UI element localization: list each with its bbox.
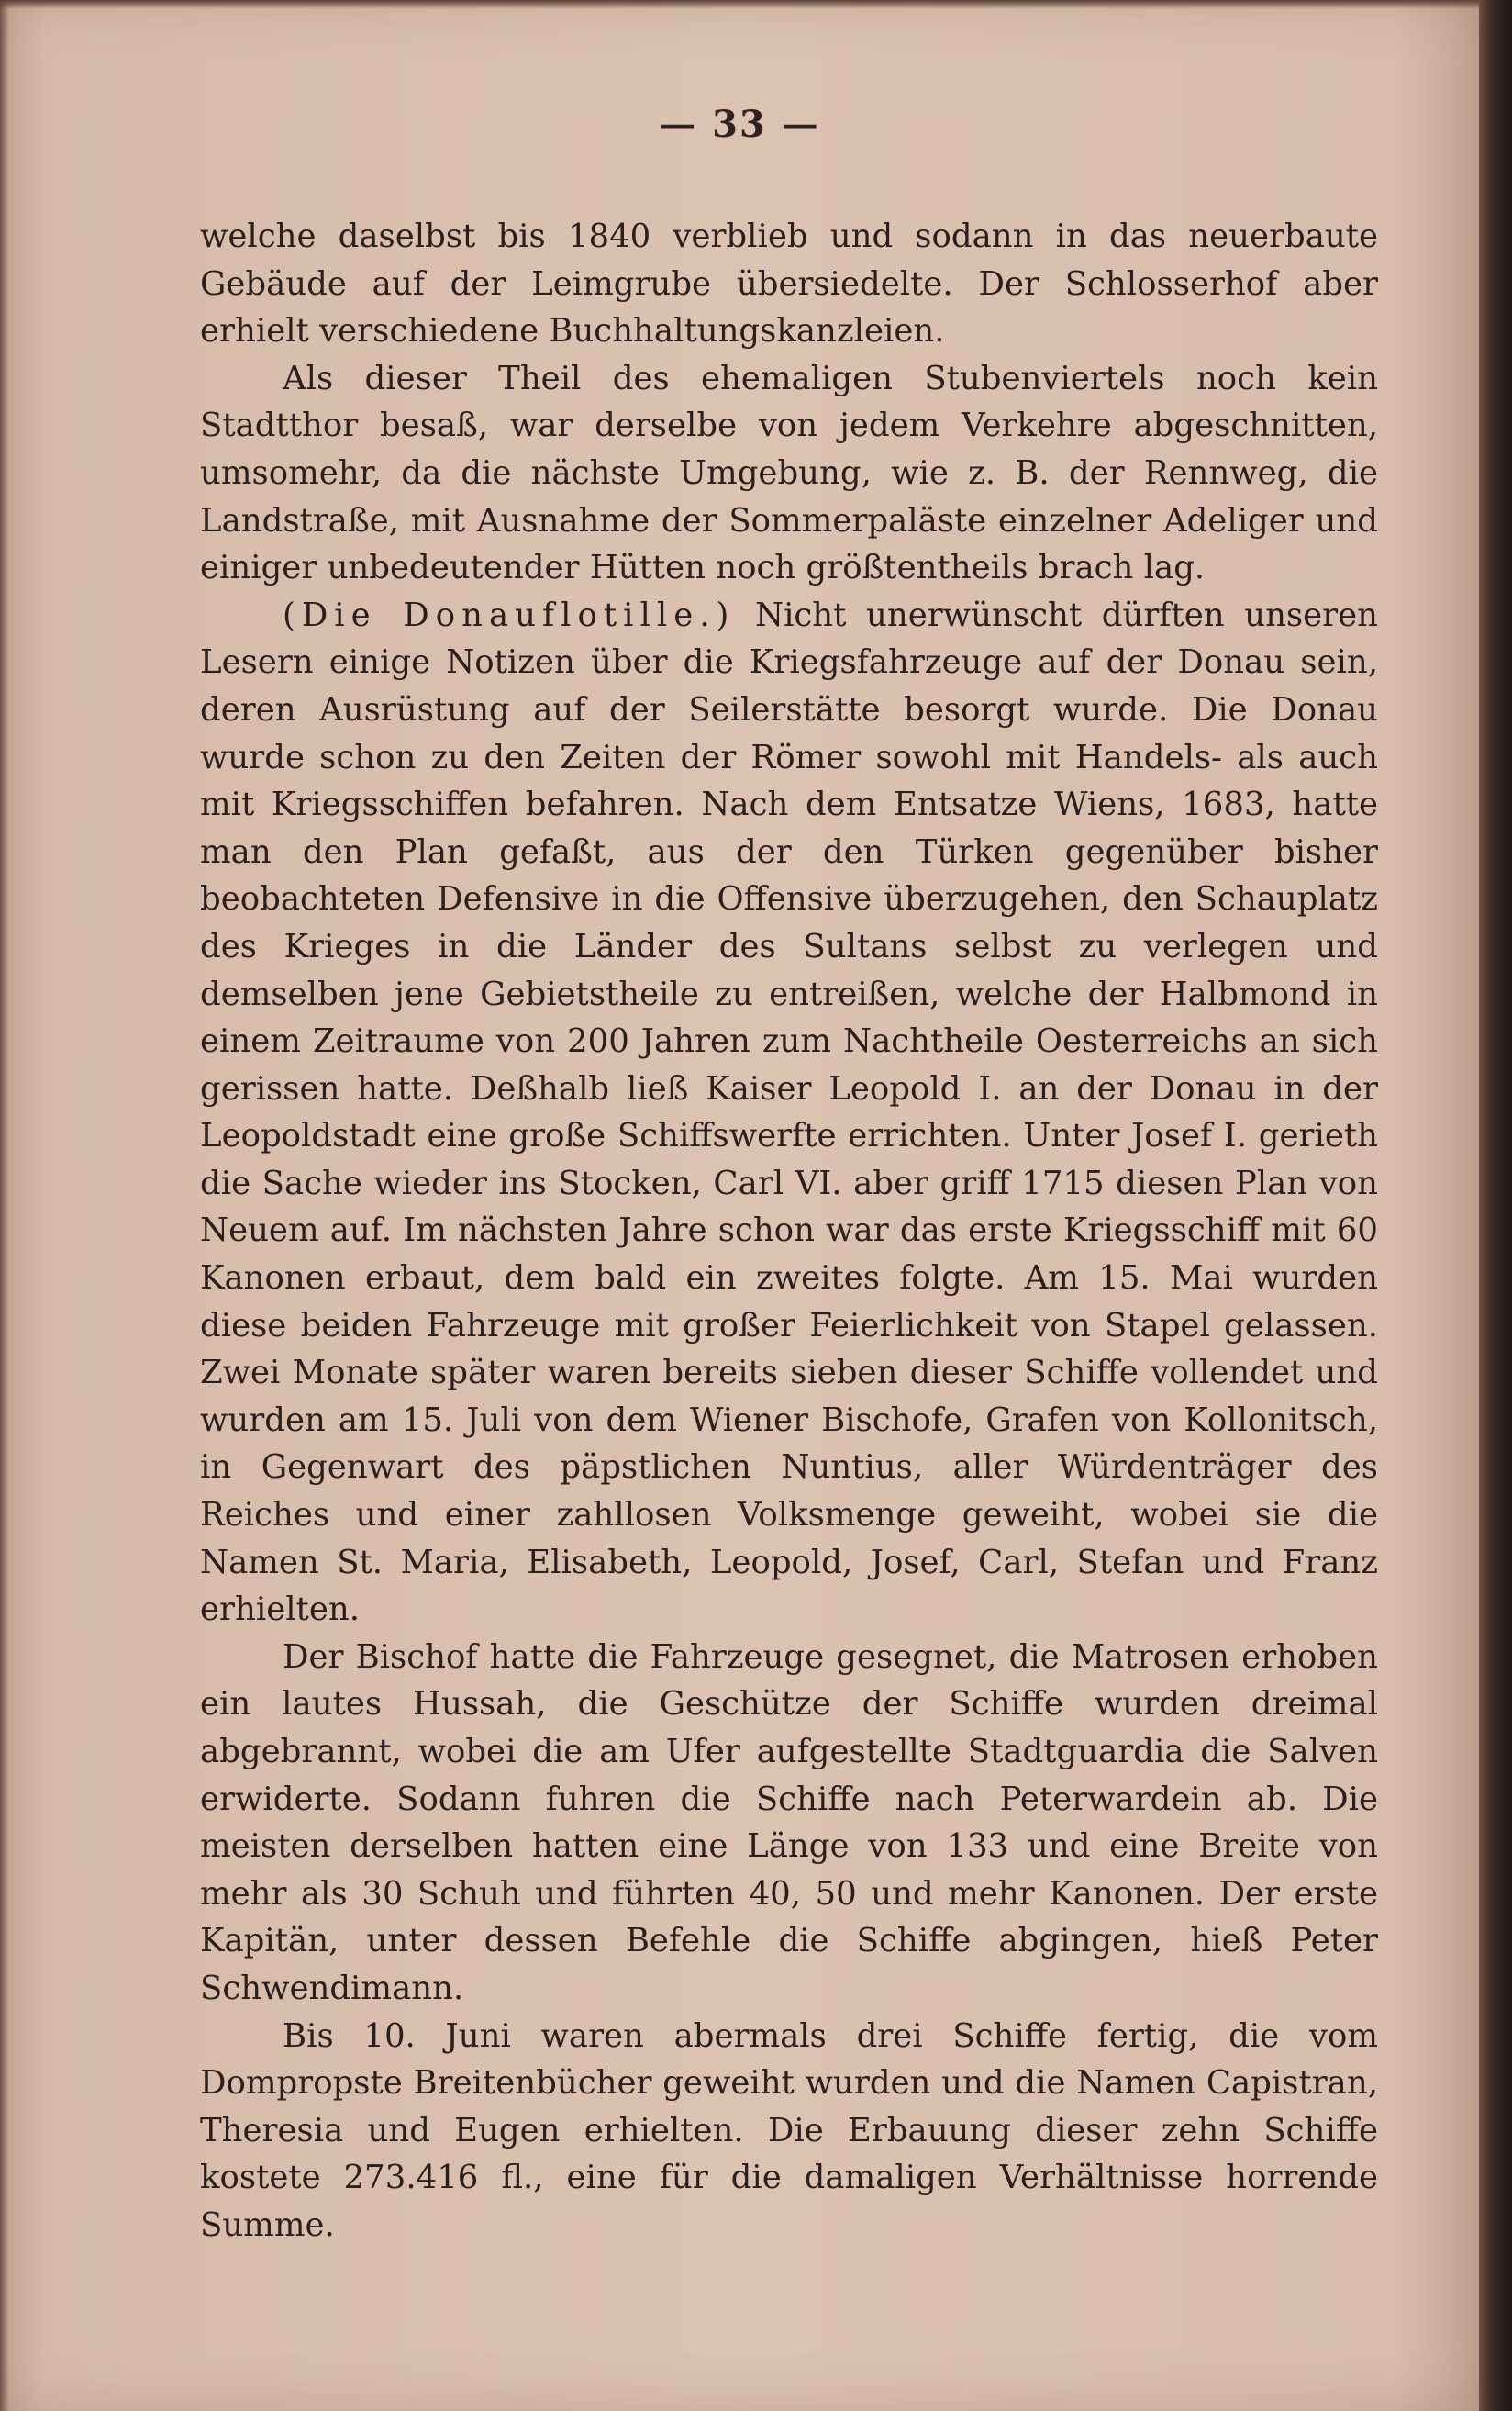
body-text [200,213,1378,2249]
paragraph-2: Als dieser Theil des ehemaligen Stubenviertels noch kein Stadtthor besaß, war derselbe von jedem Verkehre abgeschnitten, umsomehr, da die nächste Umgebung, wie z. B. der Rennweg, die Landstraße, mit Ausnahme der Sommerpaläste einzelner Adeliger und einiger unbedeutender Hütten noch größtentheils brach lag. [200,359,1378,587]
paragraph-3 [200,592,1378,1634]
page-top-shadow [0,0,1479,9]
paragraph-3-text: Nicht unerwünscht dürften unseren Lesern einige Notizen über die Kriegsfahrzeuge auf der Donau sein, deren Ausrüstung auf der Seilerstätte besorgt wurde. Die Donau wurde schon zu den Zeiten der Römer sowohl mit Handels- als auch mit Kriegsschiffen befahren. Nach dem Entsatze Wiens, 1683, hatte man den Plan gefaßt, aus der den Türken gegenüber bisher beobachteten Defensive in die Offensive überzugehen, den Schauplatz des Krieges in die Länder des Sultans selbst zu verlegen und demselben jene Gebietstheile zu entreißen, welche der Halbmond in einem Zeitraume von 200 Jahren zum Nachtheile Oesterreichs an sich gerissen hatte. Deßhalb ließ Kaiser Leopold I. an der Donau in der Leopoldstadt eine große Schiffswerfte errichten. Unter Josef I. gerieth die Sache wieder ins Stocken, Carl VI. aber griff 1715 diesen Plan von Neuem auf. Im nächsten Jahre schon war das erste Kriegsschiff mit 60 Kanonen erbaut, dem bald ein zweites folgte. Am 15. Mai wurden diese beiden Fahrzeuge mit großer Feierlichkeit von Stapel gelassen. Zwei Monate später waren bereits sieben dieser Schiffe vollendet und wurden am 15. Juli von dem Wiener Bischofe, Grafen von Kollonitsch, in Gegenwart des päpstlichen Nuntius, aller Würdenträger des Reiches und einer zahllosen Volksmenge geweiht, wobei sie die Namen St. Maria, Elisabeth, Leopold, Josef, Carl, Stefan und Franz erhielten. [200,596,1378,1629]
section-heading: (Die Donauflotille.) [283,596,736,634]
page-left-shadow [0,0,9,2411]
page-number: — 33 — [659,103,820,146]
paragraph-4: Der Bischof hatte die Fahrzeuge gesegnet, die Matrosen erhoben ein lautes Hussah, die Geschütze der Schiffe wurden dreimal abgebrannt, wobei die am Ufer aufgestellte Stadtguardia die Salven erwiderte. Sodann fuhren die Schiffe nach Peterwardein ab. Die meisten derselben hatten eine Länge von 133 und eine Breite von mehr als 30 Schuh und führten 40, 50 und mehr Kanonen. Der erste Kapitän, unter dessen Befehle die Schiffe abgingen, hieß Peter Schwendimann. [200,1637,1378,2007]
book-binding-edge [1479,0,1512,2411]
paragraph-5: Bis 10. Juni waren abermals drei Schiffe fertig, die vom Dompropste Breitenbücher geweiht wurden und die Namen Capistran, Theresia und Eugen erhielten. Die Erbauung dieser zehn Schiffe kostete 273.416 fl., eine für die damaligen Verhältnisse horrende Summe. [200,2016,1378,2244]
paragraph-1: welche daselbst bis 1840 verblieb und sodann in das neuerbaute Gebäude auf der Leimgrube übersiedelte. Der Schlosserhof aber erhielt verschiedene Buchhaltungskanzleien. [200,218,1378,351]
